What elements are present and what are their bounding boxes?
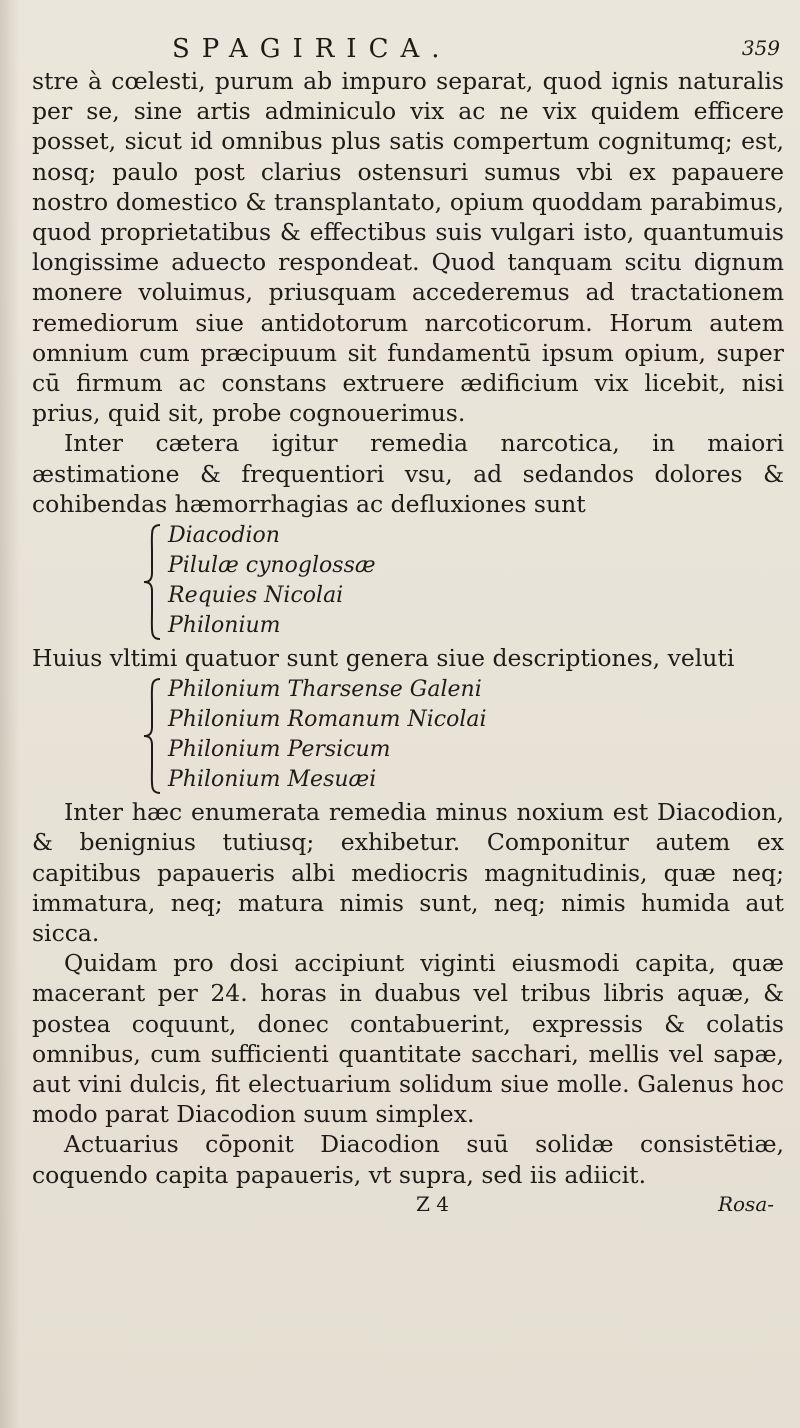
brace-icon	[142, 523, 164, 641]
page-number: 359	[741, 36, 780, 60]
gutter-shadow	[0, 0, 20, 1428]
list-item: Philonium	[168, 613, 281, 639]
page-content	[32, 30, 784, 1222]
paragraph-1: stre à cœlesti, purum ab impuro separat, quod ignis naturalis per se, sine artis adminiculo vix ac ne vix quidem efficere posset, sicut id omnibus plus satis compertum cognitumq; est, nosq; paulo post clarius ostensuri sumus vbi ex papauere nostro domestico & transplantato, opium quoddam parabimus, quod proprietatibus & effectibus suis vulgari isto, quantumuis longissime aduecto respondeat. Quod tanquam scitu dignum monere voluimus, priusquam accederemus ad tractationem remediorum siue antidotorum narcoticorum. Horum autem omnium cum præcipuum sit fundamentū ipsum opium, super cū firmum ac constans extruere ædificium vix licebit, nisi prius, quid sit, probe cognouerimus.	[32, 67, 784, 428]
paragraph-3: Inter hæc enumerata remedia minus noxium est Diacodion, & benignius tutiusq; exhibetur. Componitur autem ex capitibus papaueris albi mediocris magnitudinis, quæ neq; immatura, neq; matura nimis sunt, neq; nimis humida aut sicca.	[32, 798, 784, 948]
list-item: Pilulæ cynoglossæ	[168, 553, 376, 579]
list-item: Philonium Romanum Nicolai	[168, 707, 487, 733]
page-footer	[32, 1192, 784, 1222]
page-header	[32, 30, 784, 66]
paragraph-2: Inter cætera igitur remedia narcotica, in maiori æstimatione & frequentiori vsu, ad sedandos dolores & cohibendas hæmorrhagias ac defluxiones sunt	[32, 429, 784, 518]
list-item: Philonium Tharsense Galeni	[168, 677, 482, 703]
signature-mark: Z 4	[416, 1191, 449, 1216]
list-item: Diacodion	[168, 523, 280, 549]
catchword: Rosa-	[717, 1191, 774, 1216]
paragraph-philonium-intro: Huius vltimi quatuor sunt genera siue descriptiones, veluti	[32, 644, 735, 673]
philonium-list	[142, 675, 784, 795]
remedies-list	[142, 521, 784, 641]
brace-icon	[142, 677, 164, 795]
list-item: Requies Nicolai	[168, 583, 344, 609]
running-head: SPAGIRICA.	[172, 34, 452, 64]
paragraph-5: Actuarius cōponit Diacodion suū solidæ consistētiæ, coquendo capita papaueris, vt supra, sed iis adiicit.	[32, 1130, 784, 1189]
list-item: Philonium Mesuæi	[168, 767, 377, 793]
paragraph-4: Quidam pro dosi accipiunt viginti eiusmodi capita, quæ macerant per 24. horas in duabus vel tribus libris aquæ, & postea coquunt, donec contabuerint, expressis & colatis omnibus, cum sufficienti quantitate sacchari, mellis vel sapæ, aut vini dulcis, fit electuarium solidum siue molle. Galenus hoc modo parat Diacodion suum simplex.	[32, 949, 784, 1129]
list-item: Philonium Persicum	[168, 737, 391, 763]
